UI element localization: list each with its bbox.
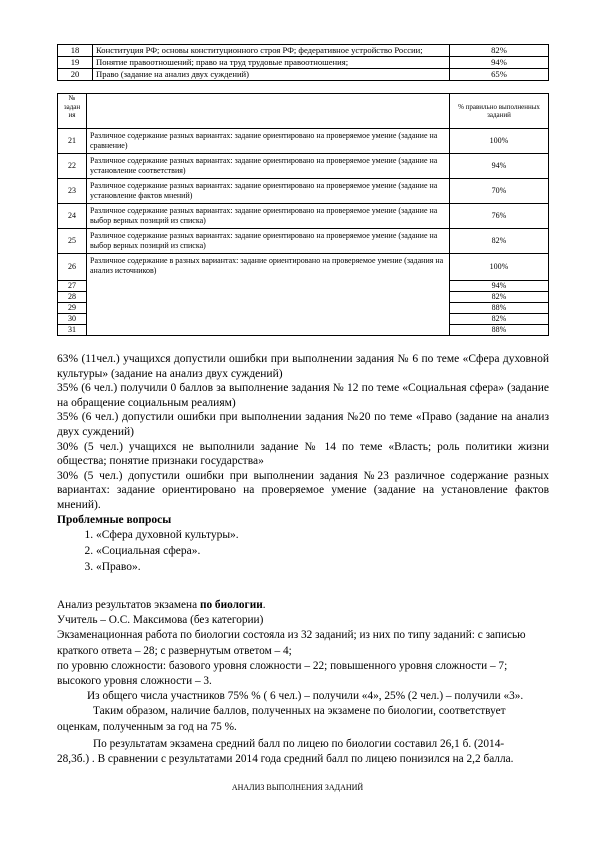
task-description: Право (задание на анализ двух суждений)	[93, 69, 450, 81]
task-number: 30	[58, 314, 87, 325]
task-description: Различное содержание в разных вариантах: задание ориентировано на проверяемое умение (задания на анализ источников)	[87, 254, 450, 336]
list-item: 2. «Социальная сфера».	[96, 543, 549, 559]
task-description: Различное содержание разных вариантах: задание ориентировано на проверяемое умение (задание на сравнение)	[87, 129, 450, 154]
participants-line: Из общего числа участников 75% % ( 6 чел.) – получили «4», 25% (2 чел.) – получили «3».	[87, 690, 524, 703]
task-description: Различное содержание разных вариантах: задание ориентировано на проверяемое умение (задание на выбор верных позиций из списка)	[87, 204, 450, 229]
task-number: 24	[58, 204, 87, 229]
task-number: 22	[58, 154, 87, 179]
header-description	[87, 94, 450, 129]
task-percent: 65%	[450, 69, 549, 81]
task-description: Различное содержание разных вариантах: задание ориентировано на проверяемое умение (задание на установление фактов мнений)	[87, 179, 450, 204]
biology-line: по уровню сложности: базового уровня сложности – 22; повышенного уровня сложности – 7;	[57, 659, 508, 672]
task-number: 20	[58, 69, 93, 81]
header-task-number: № задан ия	[58, 94, 87, 129]
conclusion-line: оценкам, полученным за год на 75 %.	[57, 720, 237, 733]
biology-title-subject: по биологии	[199, 599, 263, 611]
footer-heading: АНАЛИЗ ВЫПОЛНЕНИЯ ЗАДАНИЙ	[231, 783, 364, 792]
header-percent: % правильно выполненных заданий	[450, 94, 549, 129]
task-percent: 82%	[450, 229, 549, 254]
task-percent: 76%	[450, 204, 549, 229]
table-row	[58, 45, 549, 57]
error-paragraph: 30% (5 чел.) допустили ошибки при выполнении задания №23 различное содержание разных вариантах: задание ориентировано на проверяемое умение (задание на установление фактов мнений).	[57, 469, 549, 511]
task-number: 29	[58, 303, 87, 314]
task-percent: 82%	[450, 292, 549, 303]
biology-line: Экзаменационная работа по биологии состояла из 32 заданий; из них по типу заданий: с записью	[57, 629, 526, 642]
table-row	[58, 179, 549, 204]
task-number: 26	[58, 254, 87, 281]
table-row	[58, 229, 549, 254]
biology-line: краткого ответа – 28; с развернутым ответом – 4;	[57, 644, 292, 657]
task-description: Конституция РФ; основы конституционного строя РФ; федеративное устройство России;	[93, 45, 450, 57]
task-percent: 88%	[450, 303, 549, 314]
task-number: 19	[58, 57, 93, 69]
error-paragraph: 63% (11чел.) учащихся допустили ошибки при выполнении задания № 6 по теме «Сфера духовной культуры» (задание на анализ двух суждений)	[57, 353, 549, 380]
task-description: Различное содержание разных вариантах: задание ориентировано на проверяемое умение (задание на выбор верных позиций из списка)	[87, 229, 450, 254]
task-number: 25	[58, 229, 87, 254]
table-row	[58, 57, 549, 69]
list-item: 1. «Сфера духовной культуры».	[96, 527, 549, 543]
task-percent: 88%	[450, 325, 549, 336]
biology-title-suffix: .	[262, 599, 266, 611]
task-percent: 82%	[450, 45, 549, 57]
teacher-line: Учитель – О.С. Максимова (без категории)	[57, 614, 264, 627]
task-percent: 100%	[450, 254, 549, 281]
task-description: Различное содержание разных вариантах: задание ориентировано на проверяемое умение (задание на установление соответствия)	[87, 154, 450, 179]
table-row	[58, 254, 549, 281]
error-analysis	[57, 352, 549, 575]
results-table-part2	[57, 93, 549, 336]
biology-title	[57, 598, 552, 613]
biology-line: высокого уровня сложности – 3.	[57, 675, 212, 688]
task-percent: 82%	[450, 314, 549, 325]
task-number: 31	[58, 325, 87, 336]
task-number: 27	[58, 281, 87, 292]
list-item: 3. «Право».	[96, 559, 549, 575]
table-header-row	[58, 94, 549, 129]
results-table-part1	[57, 44, 549, 81]
conclusion-line: Таким образом, наличие баллов, полученных на экзамене по биологии, соответствует	[93, 705, 506, 718]
biology-section	[57, 598, 552, 767]
problem-list	[57, 527, 549, 575]
task-percent: 94%	[450, 57, 549, 69]
task-percent: 70%	[450, 179, 549, 204]
table-row	[58, 204, 549, 229]
task-percent: 94%	[450, 281, 549, 292]
table-row	[58, 129, 549, 154]
task-number: 18	[58, 45, 93, 57]
task-description: Понятие правоотношений; право на труд трудовые правоотношения;	[93, 57, 450, 69]
table-row	[58, 69, 549, 81]
biology-title-prefix: Анализ результатов экзамена	[57, 599, 200, 611]
error-paragraph: 35% (6 чел.) допустили ошибки при выполнении задания №20 по теме «Право (задание на анализ двух суждений)	[57, 411, 549, 438]
task-number: 23	[58, 179, 87, 204]
average-line: 28,3б.) . В сравнении с результатами 2014 года средний балл по лицею понизился на 2,2 балла.	[57, 753, 514, 766]
error-paragraph: 35% (6 чел.) получили 0 баллов за выполнение задания № 12 по теме «Социальная сфера» (задание на обращение социальным реалиям)	[57, 382, 549, 409]
table-row	[58, 154, 549, 179]
average-line: По результатам экзамена средний балл по лицею по биологии составил 26,1 б. (2014-	[93, 737, 505, 750]
task-percent: 100%	[450, 129, 549, 154]
problem-heading: Проблемные вопросы	[57, 513, 172, 526]
task-number: 21	[58, 129, 87, 154]
task-number: 28	[58, 292, 87, 303]
error-paragraph: 30% (5 чел.) учащихся не выполнили задание № 14 по теме «Власть; роль политики жизни общества; понятие признаки государства»	[57, 440, 549, 468]
task-percent: 94%	[450, 154, 549, 179]
